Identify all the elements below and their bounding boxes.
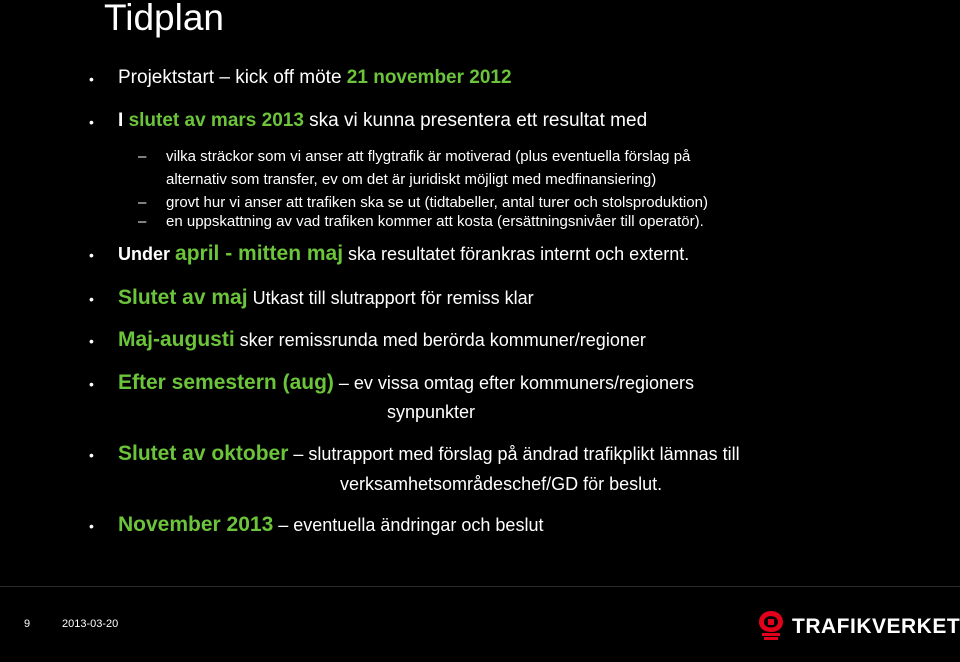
bullet-date: 21 november 2012 xyxy=(346,67,512,88)
bullet-text: ska resultatet förankras internt och externt. xyxy=(343,244,690,264)
sub-item-text: vilka sträckor som vi anser att flygtrafik är motiverad (plus eventuella förslag på xyxy=(166,148,691,165)
bullet-date: Efter semestern (aug) xyxy=(118,371,334,394)
bullet-text: – ev vissa omtag efter kommuners/regioners xyxy=(333,373,695,393)
bullet-lead: I xyxy=(118,110,129,131)
bullet-dot: • xyxy=(89,71,94,87)
bullet-dot: • xyxy=(89,247,94,263)
bullet-dot: • xyxy=(89,333,94,349)
bullet-text: ska vi kunna presentera ett resultat med xyxy=(303,110,648,131)
bullet-text: Utkast till slutrapport för remiss klar xyxy=(247,288,534,308)
slide-footer xyxy=(0,586,960,662)
dash-marker: – xyxy=(138,194,147,211)
bullet-dot: • xyxy=(89,291,94,307)
bullet-dot: • xyxy=(89,518,94,534)
sub-item-text: en uppskattning av vad trafiken kommer att kosta (ersättningsnivåer till operatör). xyxy=(166,213,704,230)
bullet-date: slutet av mars 2013 xyxy=(128,110,304,131)
bullet-text: sker remissrunda med berörda kommuner/regioner xyxy=(234,330,646,350)
slide-title: Tidplan xyxy=(104,0,224,38)
bullet-date: Maj-augusti xyxy=(118,328,235,351)
trafikverket-logo xyxy=(756,605,960,649)
bullet-lead: Under xyxy=(118,244,176,264)
bullet-text: – eventuella ändringar och beslut xyxy=(273,515,544,535)
bullet-dot: • xyxy=(89,447,94,463)
bullet-date: Slutet av oktober xyxy=(118,442,289,465)
footer-date: 2013-03-20 xyxy=(62,618,119,630)
page-number: 9 xyxy=(24,618,31,630)
bullet-date: November 2013 xyxy=(118,513,274,536)
bullet-text: – slutrapport med förslag på ändrad trafikplikt lämnas till xyxy=(288,444,740,464)
footer-panel xyxy=(0,591,960,662)
bullet-text-cont: synpunkter xyxy=(387,402,476,422)
bullet-dot: • xyxy=(89,114,94,130)
bullet-date: Slutet av maj xyxy=(118,286,248,309)
trafikverket-crown-icon xyxy=(756,609,786,645)
bullet-date: april - mitten maj xyxy=(175,242,344,265)
dash-marker: – xyxy=(138,148,147,165)
sub-item-text: alternativ som transfer, ev om det är juridiskt möjligt med medfinansiering) xyxy=(166,171,657,188)
dash-marker: – xyxy=(138,213,147,230)
sub-item-text: grovt hur vi anser att trafiken ska se ut (tidtabeller, antal turer och stolsproduktion) xyxy=(166,194,708,211)
bullet-text: Projektstart – kick off möte xyxy=(118,67,347,88)
logo-text: TRAFIKVERKET xyxy=(792,615,960,638)
bullet-dot: • xyxy=(89,376,94,392)
bullet-text-cont: verksamhetsområdeschef/GD för beslut. xyxy=(340,474,663,494)
